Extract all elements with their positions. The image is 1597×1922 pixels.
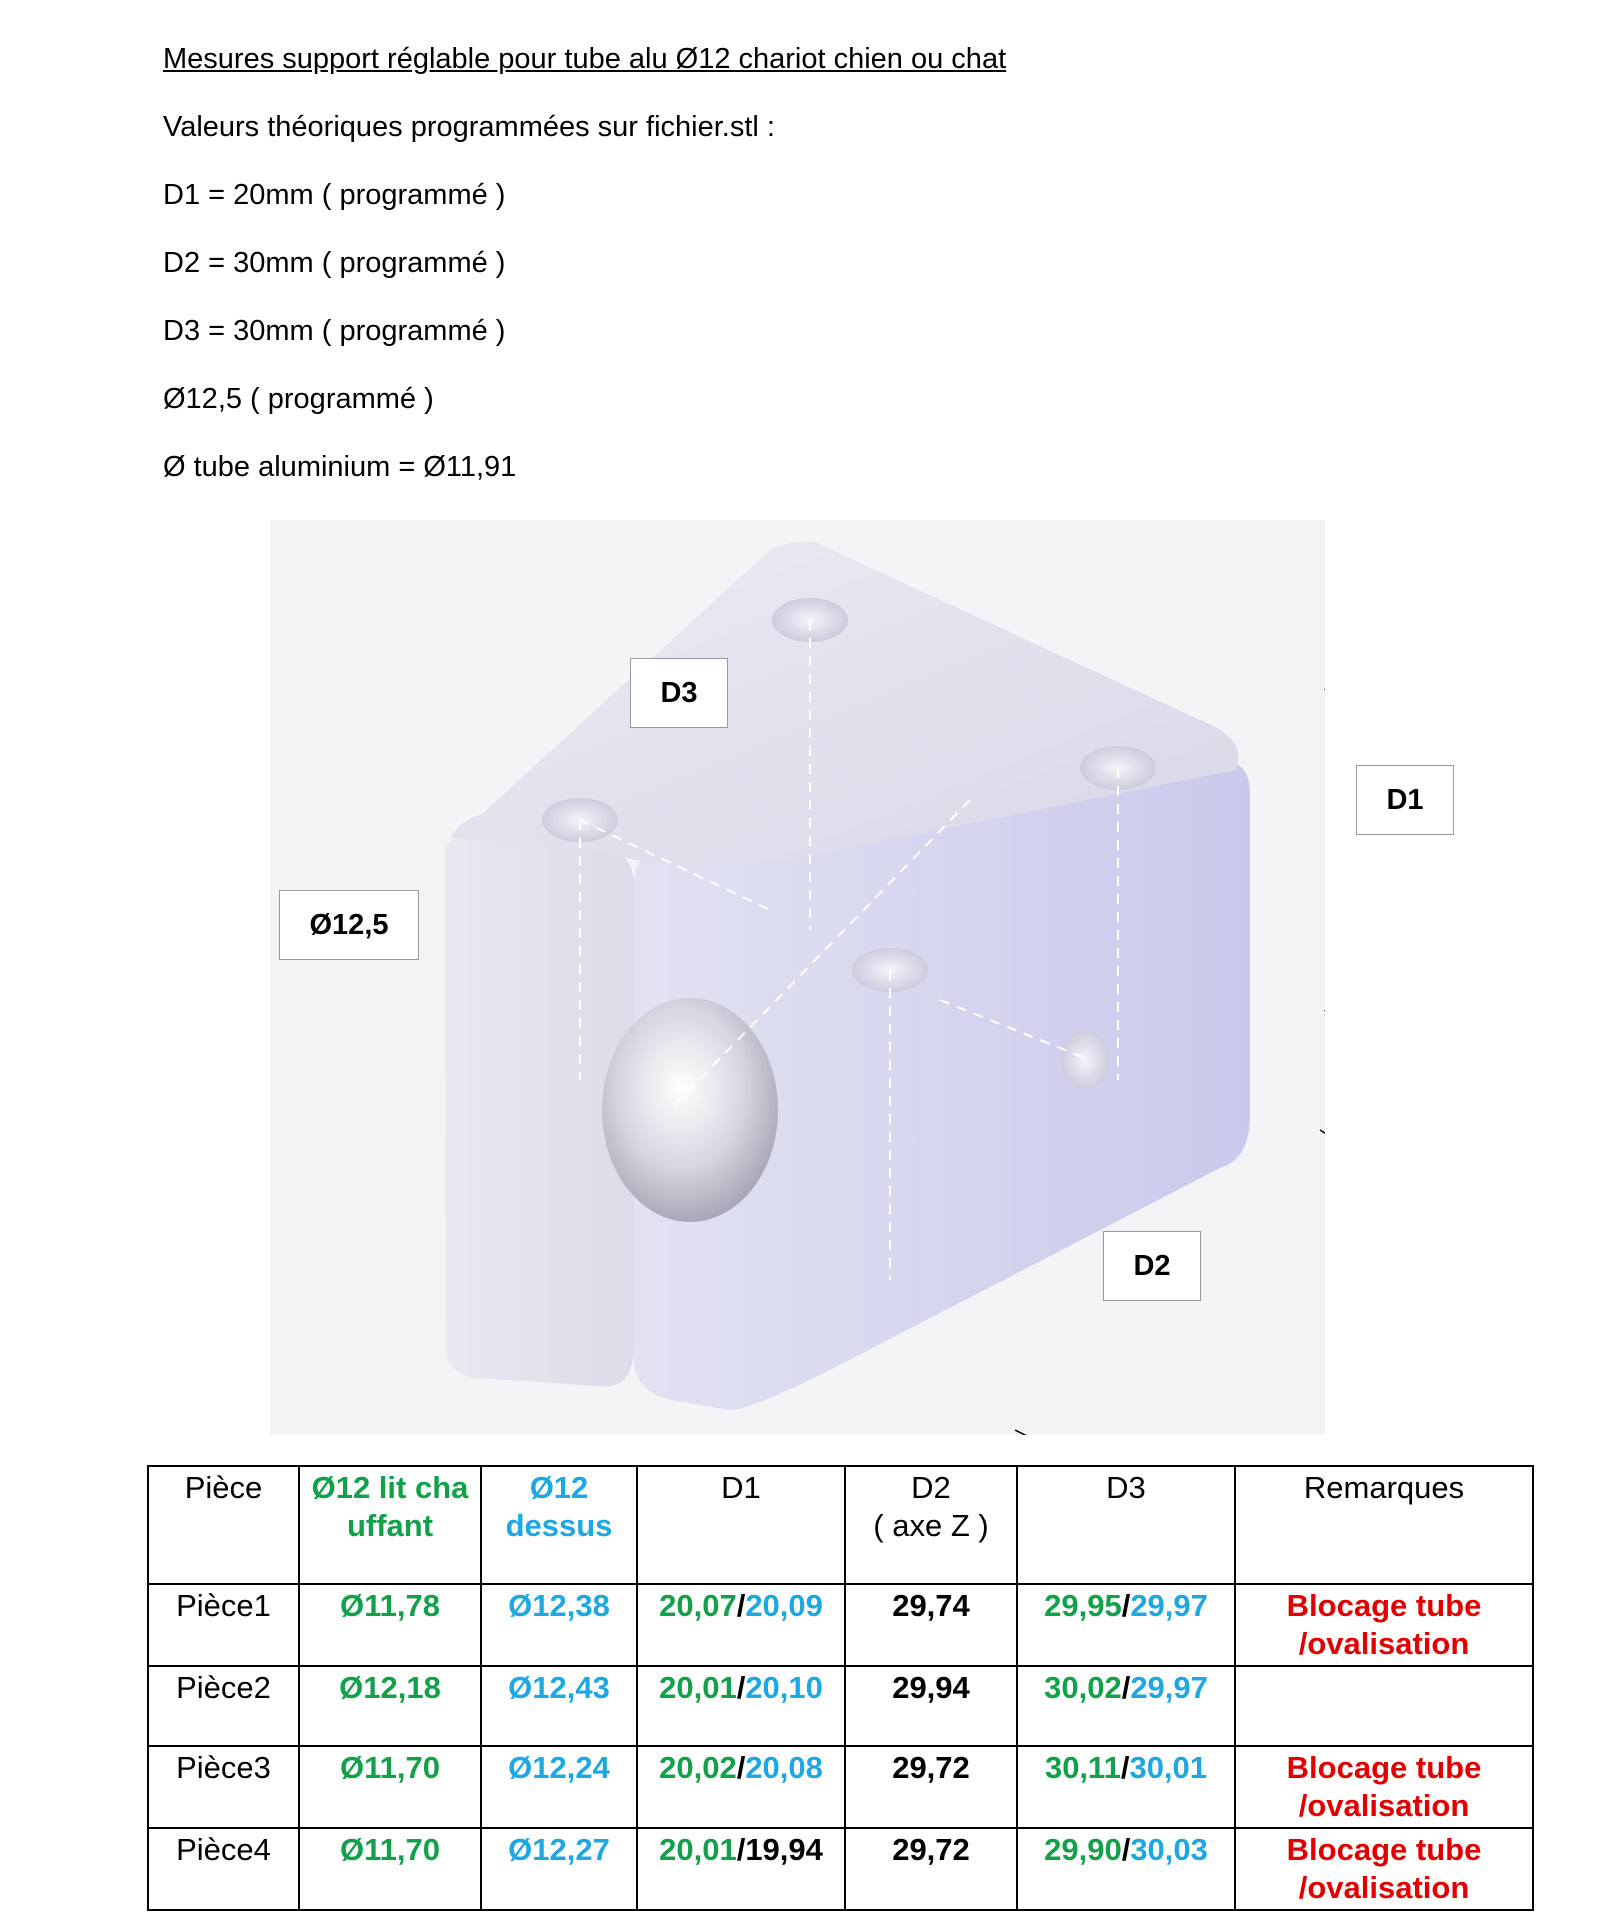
cell-dessus: Ø12,43 — [481, 1666, 637, 1746]
d1-second: 20,08 — [745, 1750, 823, 1785]
table-row — [148, 1584, 1533, 1666]
cell-lit: Ø11,78 — [299, 1584, 481, 1666]
header-lit: Ø12 lit chauffant — [299, 1466, 481, 1584]
remarque-line2: /ovalisation — [1298, 1788, 1470, 1823]
cell-d1: 20,07/20,09 — [637, 1584, 845, 1666]
d1-first: 20,01 — [659, 1670, 737, 1705]
d1-second: 20,10 — [745, 1670, 823, 1705]
cell-dessus: Ø12,24 — [481, 1746, 637, 1828]
cell-lit: Ø12,18 — [299, 1666, 481, 1746]
label-d2: D2 — [1103, 1231, 1201, 1301]
d3-second: 30,01 — [1129, 1750, 1208, 1785]
header-d1: D1 — [637, 1466, 845, 1584]
d2-spec: D2 = 30mm ( programmé ) — [163, 247, 506, 279]
d3-second: 29,97 — [1130, 1670, 1208, 1705]
cell-lit: Ø11,70 — [299, 1746, 481, 1828]
remarque-line2: /ovalisation — [1298, 1870, 1470, 1905]
cell-d2: 29,72 — [845, 1746, 1017, 1828]
label-d1: D1 — [1356, 765, 1454, 835]
header-remarques: Remarques — [1235, 1466, 1533, 1584]
header-d2-name: D2 — [911, 1470, 951, 1505]
cell-remarque — [1235, 1666, 1533, 1746]
cell-piece: Pièce2 — [148, 1666, 299, 1746]
table-header-row — [148, 1466, 1533, 1584]
cell-d2: 29,94 — [845, 1666, 1017, 1746]
cell-d3: 29,95/29,97 — [1017, 1584, 1235, 1666]
cell-dessus: Ø12,27 — [481, 1828, 637, 1910]
intro-line: Valeurs théoriques programmées sur fichier.stl : — [163, 111, 775, 143]
cell-piece: Pièce4 — [148, 1828, 299, 1910]
d3-second: 30,03 — [1130, 1832, 1208, 1867]
measurements-table — [147, 1465, 1534, 1911]
d3-first: 30,11 — [1044, 1750, 1121, 1785]
cell-piece: Pièce1 — [148, 1584, 299, 1666]
cell-remarque — [1235, 1828, 1533, 1910]
document-title: Mesures support réglable pour tube alu Ø12 chariot chien ou chat — [163, 43, 1007, 75]
diameter-spec: Ø12,5 ( programmé ) — [163, 383, 434, 415]
cell-d3: 29,90/30,03 — [1017, 1828, 1235, 1910]
cell-piece: Pièce3 — [148, 1746, 299, 1828]
d1-spec: D1 = 20mm ( programmé ) — [163, 179, 506, 211]
side-hole — [1061, 1030, 1109, 1090]
d1-first: 20,07 — [659, 1588, 737, 1623]
header-piece: Pièce — [148, 1466, 299, 1584]
table-row — [148, 1746, 1533, 1828]
header-d3: D3 — [1017, 1466, 1235, 1584]
d1-second: 19,94 — [745, 1832, 823, 1867]
remarque-line1: Blocage tube — [1286, 1750, 1482, 1785]
cell-remarque — [1235, 1584, 1533, 1666]
cell-d1: 20,02/20,08 — [637, 1746, 845, 1828]
remarque-line1: Blocage tube — [1286, 1832, 1482, 1867]
label-diameter: Ø12,5 — [279, 890, 419, 960]
cell-remarque — [1235, 1746, 1533, 1828]
d1-second: 20,09 — [745, 1588, 823, 1623]
cell-d1: 20,01/19,94 — [637, 1828, 845, 1910]
cell-d3: 30,11/30,01 — [1017, 1746, 1235, 1828]
cell-d2: 29,72 — [845, 1828, 1017, 1910]
header-d2 — [845, 1466, 1017, 1584]
tube-bore — [602, 998, 778, 1222]
d3-first: 29,95 — [1044, 1588, 1122, 1623]
d3-first: 30,02 — [1044, 1670, 1122, 1705]
d3-first: 29,90 — [1044, 1832, 1122, 1867]
d1-first: 20,01 — [659, 1832, 737, 1867]
cell-dessus: Ø12,38 — [481, 1584, 637, 1666]
header-d2-axis: ( axe Z ) — [873, 1508, 989, 1543]
remarque-line1: Blocage tube — [1286, 1588, 1482, 1623]
table-row — [148, 1828, 1533, 1910]
label-d3: D3 — [630, 658, 728, 728]
table-row — [148, 1666, 1533, 1746]
d1-first: 20,02 — [659, 1750, 737, 1785]
cell-d1: 20,01/20,10 — [637, 1666, 845, 1746]
cell-d3: 30,02/29,97 — [1017, 1666, 1235, 1746]
header-dessus: Ø12 dessus — [481, 1466, 637, 1584]
tube-diameter-spec: Ø tube aluminium = Ø11,91 — [163, 451, 517, 483]
d3-second: 29,97 — [1130, 1588, 1208, 1623]
cell-lit: Ø11,70 — [299, 1828, 481, 1910]
d3-spec: D3 = 30mm ( programmé ) — [163, 315, 506, 347]
cell-d2: 29,74 — [845, 1584, 1017, 1666]
remarque-line2: /ovalisation — [1298, 1626, 1470, 1661]
